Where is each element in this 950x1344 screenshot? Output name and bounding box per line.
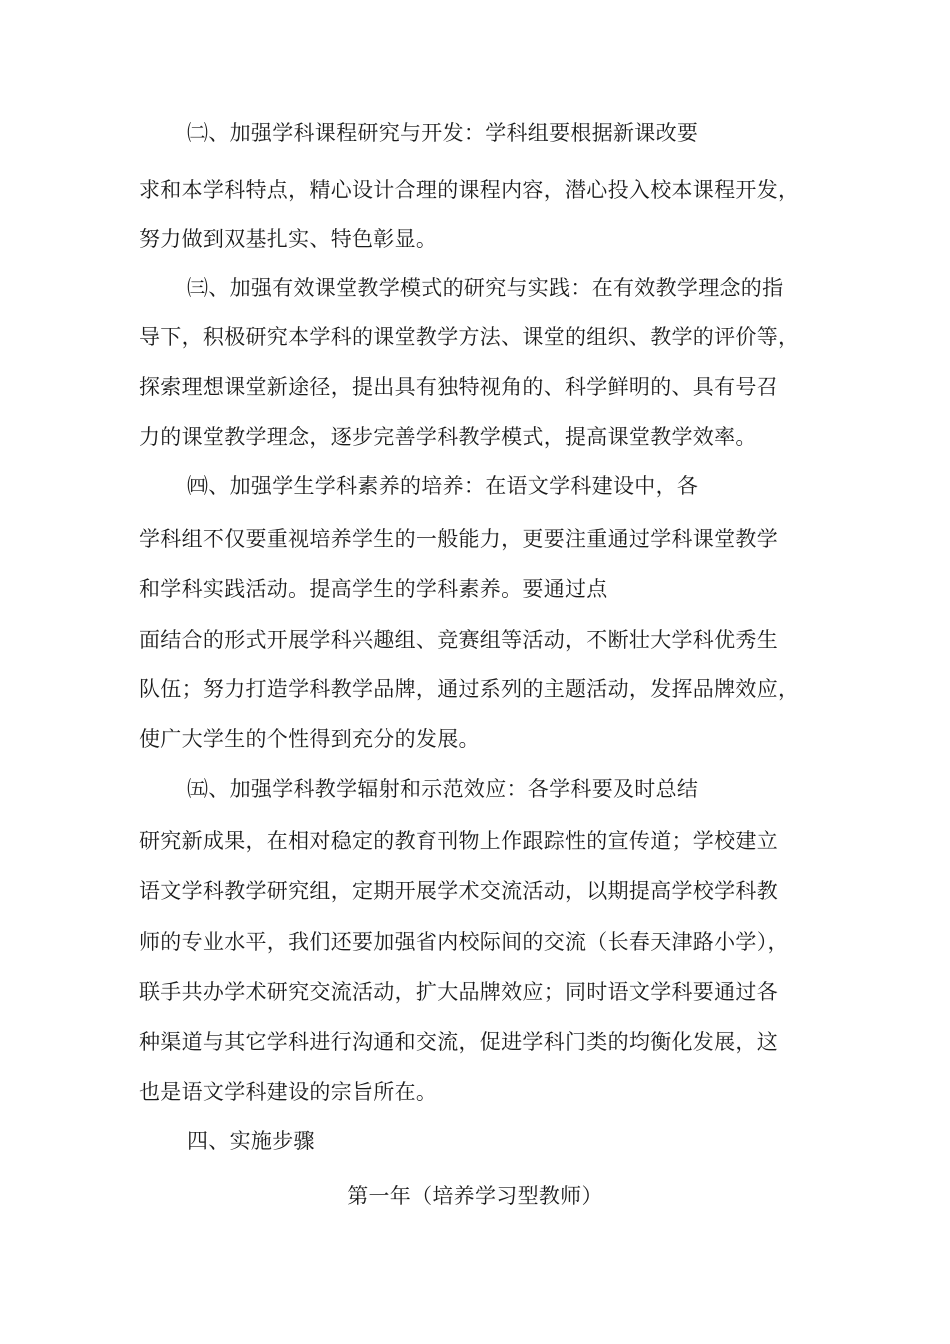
paragraph-5-line-1: ㈤、加强学科教学辐射和示范效应：各学科要及时总结 (187, 777, 699, 801)
paragraph-4-line-2: 学科组不仅要重视培养学生的一般能力，更要注重通过学科课堂教学 (139, 527, 778, 551)
paragraph-4-line-5: 队伍；努力打造学科教学品牌，通过系列的主题活动，发挥品牌效应， (139, 677, 800, 701)
paragraph-4-line-1: ㈣、加强学生学科素养的培养：在语文学科建设中，各 (187, 474, 699, 498)
paragraph-2-line-2: 求和本学科特点，精心设计合理的课程内容，潜心投入校本课程开发， (139, 178, 800, 202)
paragraph-5-line-5: 联手共办学术研究交流活动，扩大品牌效应；同时语文学科要通过各 (139, 980, 778, 1004)
paragraph-3-line-2: 导下，积极研究本学科的课堂教学方法、课堂的组织、教学的评价等， (139, 325, 800, 349)
paragraph-5-line-6: 种渠道与其它学科进行沟通和交流，促进学科门类的均衡化发展，这 (139, 1030, 778, 1054)
paragraph-2-line-3: 努力做到双基扎实、特色彰显。 (139, 227, 438, 251)
paragraph-4-line-3: 和学科实践活动。提高学生的学科素养。要通过点 (139, 577, 608, 601)
section-heading: 四、实施步骤 (187, 1129, 315, 1153)
paragraph-3-line-1: ㈢、加强有效课堂教学模式的研究与实践：在有效教学理念的指 (187, 276, 784, 300)
paragraph-5-line-2: 研究新成果，在相对稳定的教育刊物上作跟踪性的宣传道；学校建立 (139, 829, 778, 853)
paragraph-5-line-3: 语文学科教学研究组，定期开展学术交流活动，以期提高学校学科教 (139, 879, 778, 903)
paragraph-5-line-4: 师的专业水平，我们还要加强省内校际间的交流（长春天津路小学）， (139, 930, 789, 954)
paragraph-4-line-6: 使广大学生的个性得到充分的发展。 (139, 727, 480, 751)
paragraph-3-line-3: 探索理想课堂新途径，提出具有独特视角的、科学鲜明的、具有号召 (139, 375, 778, 399)
subsection-heading: 第一年（培养学习型教师） (347, 1184, 603, 1208)
paragraph-5-line-7: 也是语文学科建设的宗旨所在。 (139, 1080, 438, 1104)
paragraph-3-line-4: 力的课堂教学理念，逐步完善学科教学模式，提高课堂教学效率。 (139, 425, 757, 449)
paragraph-2-line-1: ㈡、加强学科课程研究与开发：学科组要根据新课改要 (187, 121, 699, 145)
paragraph-4-line-4: 面结合的形式开展学科兴趣组、竞赛组等活动，不断壮大学科优秀生 (139, 628, 778, 652)
